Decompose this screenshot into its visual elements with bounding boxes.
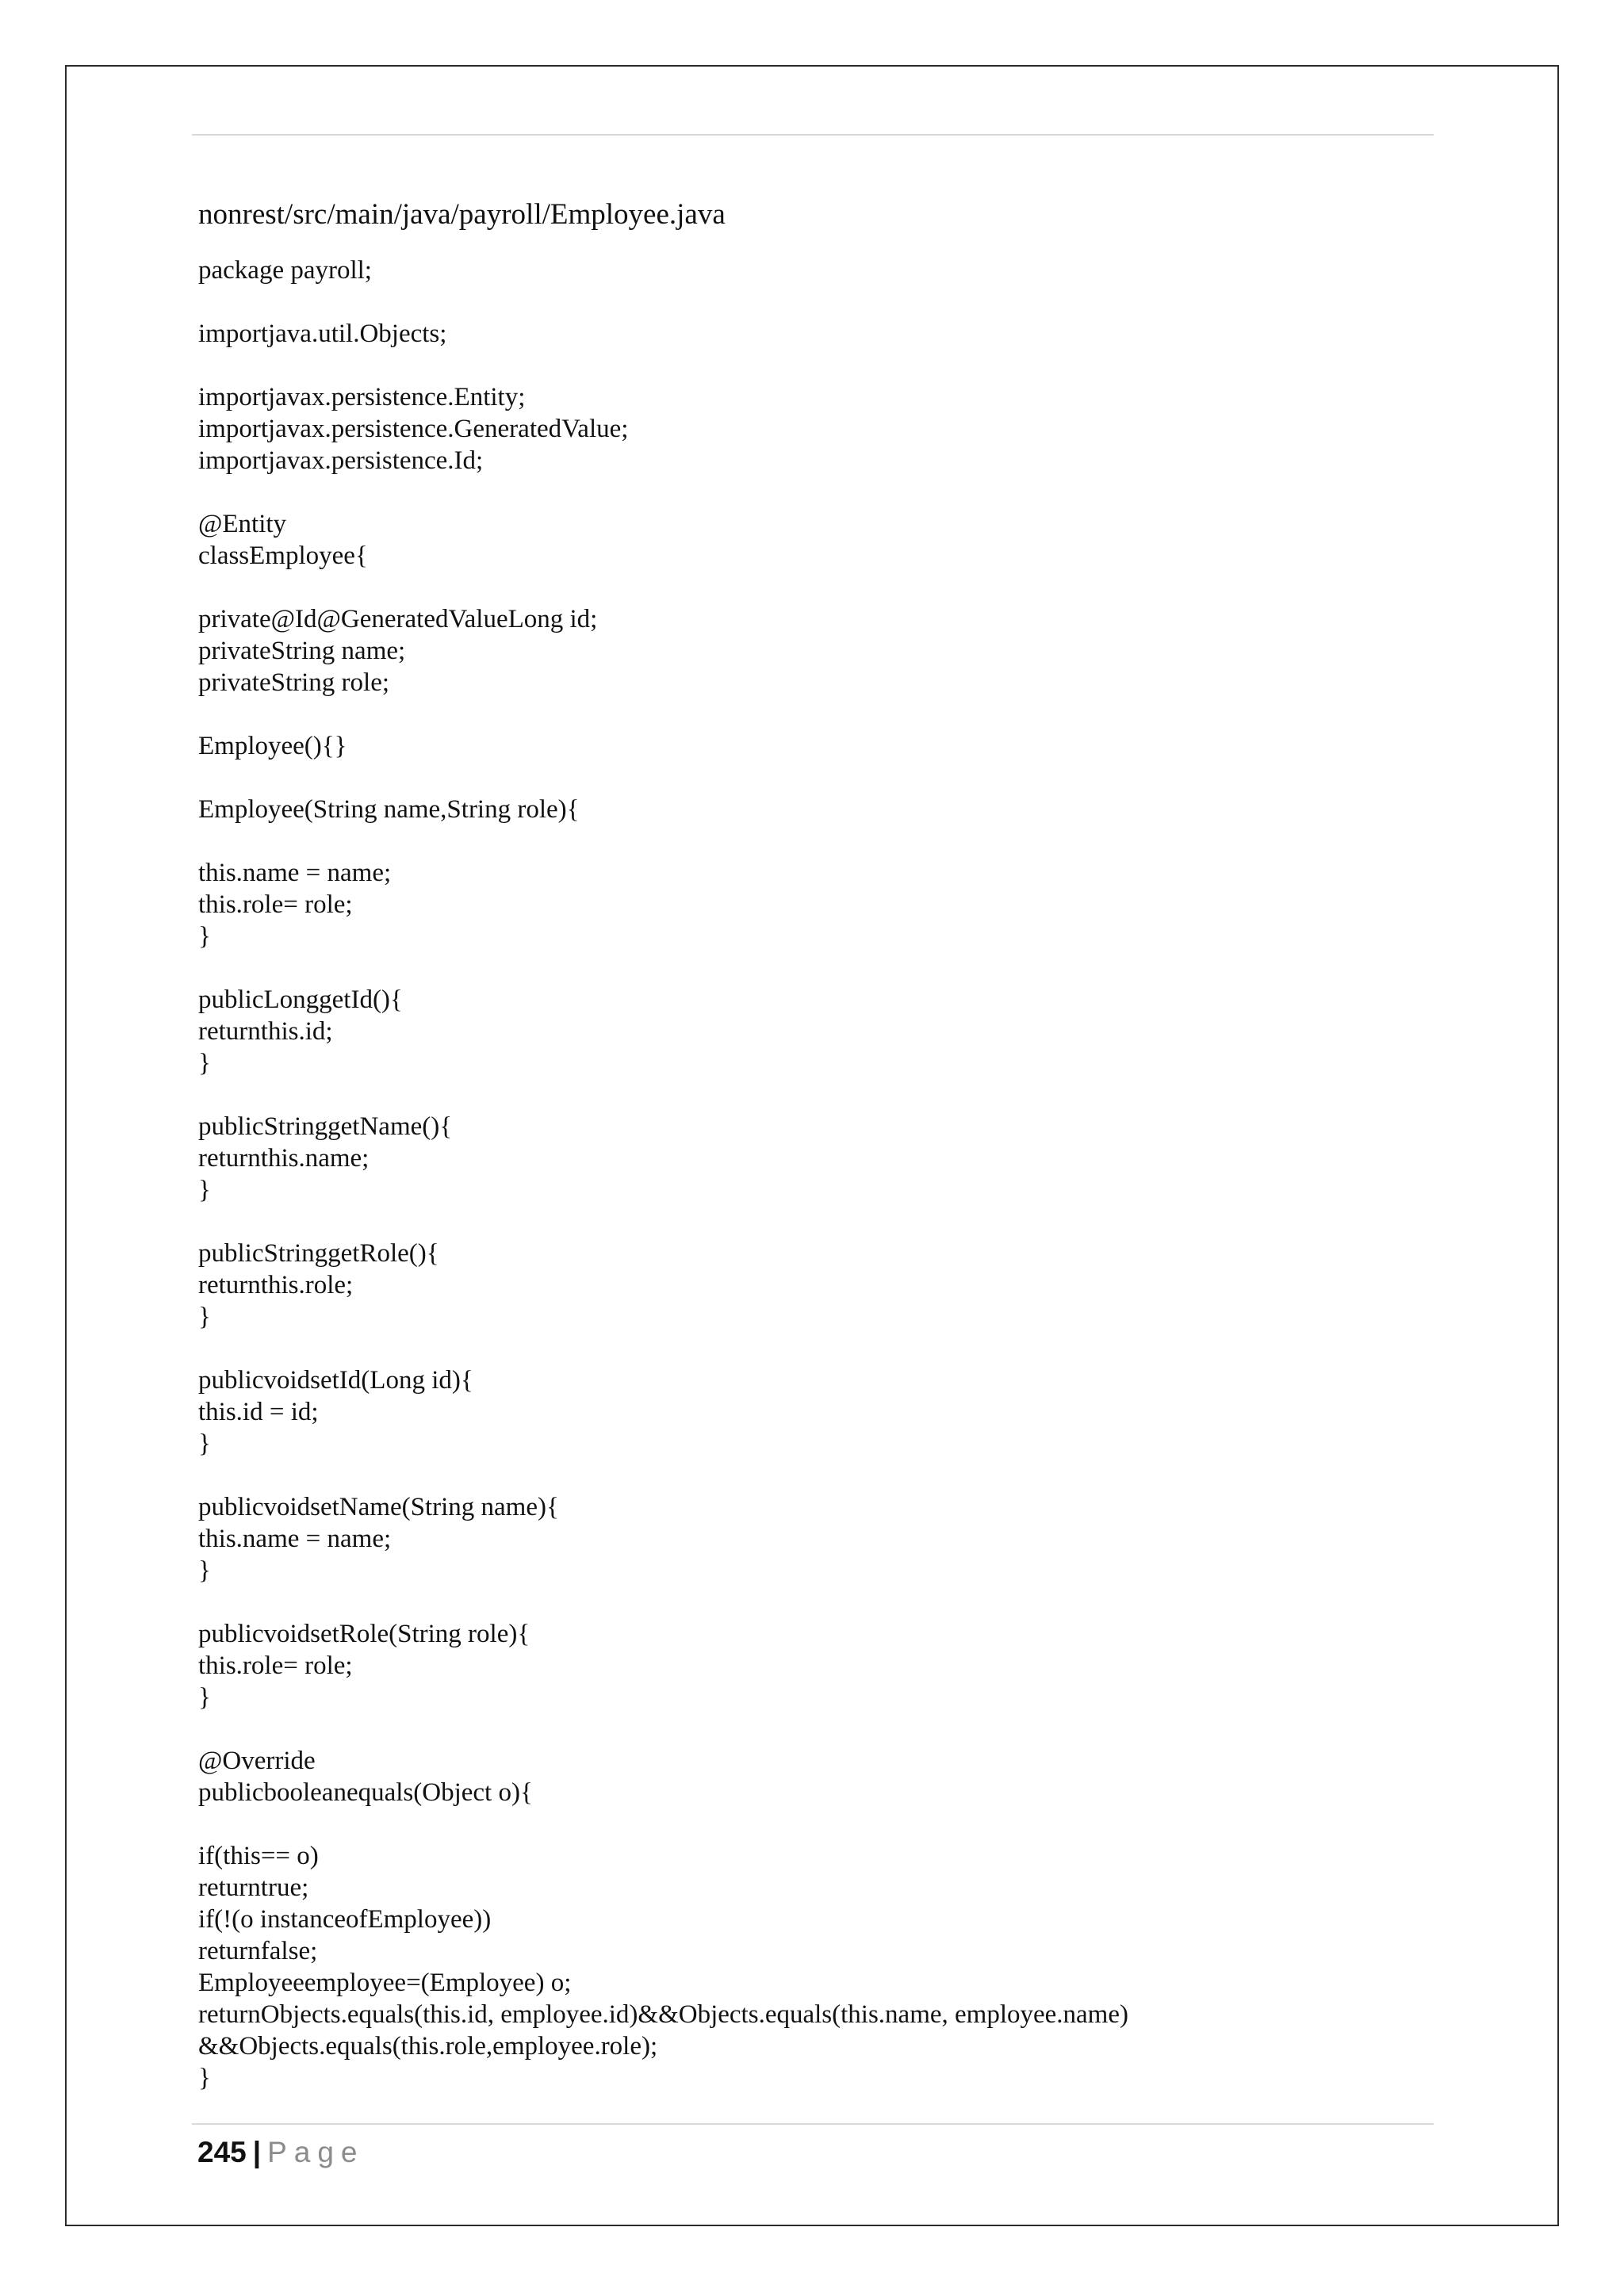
code-line: @Entity xyxy=(198,510,287,538)
code-line: returnfalse; xyxy=(198,1937,318,1965)
code-line: classEmployee{ xyxy=(198,541,368,570)
code-line xyxy=(198,762,1128,794)
code-line xyxy=(198,1808,1128,1840)
code-line: } xyxy=(198,1556,211,1585)
code-line xyxy=(198,1206,1128,1238)
code-line: } xyxy=(198,1683,211,1712)
code-line: package payroll; xyxy=(198,256,372,285)
code-line: publicbooleanequals(Object o){ xyxy=(198,1778,533,1807)
code-line: if(!(o instanceofEmployee)) xyxy=(198,1905,492,1934)
code-line xyxy=(198,1713,1128,1745)
code-line: returntrue; xyxy=(198,1873,309,1902)
page-number: 245 xyxy=(197,2136,247,2168)
code-line xyxy=(198,1586,1128,1618)
code-line: importjavax.persistence.Entity; xyxy=(198,383,526,411)
code-line xyxy=(198,1460,1128,1491)
code-line: } xyxy=(198,1429,211,1458)
file-path-heading: nonrest/src/main/java/payroll/Employee.java xyxy=(198,198,726,231)
code-line: publicvoidsetRole(String role){ xyxy=(198,1620,530,1648)
page-footer xyxy=(197,2131,365,2174)
code-line: } xyxy=(198,1176,211,1204)
code-line: if(this== o) xyxy=(198,1842,319,1870)
code-line: Employee(String name,String role){ xyxy=(198,795,580,824)
header-rule xyxy=(192,134,1434,136)
code-line xyxy=(198,698,1128,730)
code-line: private@Id@GeneratedValueLong id; xyxy=(198,605,598,633)
code-line: publicLonggetId(){ xyxy=(198,985,403,1014)
code-line: } xyxy=(198,2064,211,2092)
code-line xyxy=(198,1333,1128,1364)
code-line: returnthis.role; xyxy=(198,1271,354,1299)
code-line: } xyxy=(198,1303,211,1331)
footer-rule xyxy=(192,2123,1434,2125)
code-line: publicvoidsetId(Long id){ xyxy=(198,1366,473,1395)
code-line: publicvoidsetName(String name){ xyxy=(198,1493,559,1521)
code-line: this.name = name; xyxy=(198,1525,392,1553)
code-line: this.role= role; xyxy=(198,1651,353,1680)
code-line: Employeeemployee=(Employee) o; xyxy=(198,1969,572,1997)
code-line xyxy=(198,286,1128,318)
code-line: } xyxy=(198,922,211,951)
code-line: publicStringgetRole(){ xyxy=(198,1239,439,1268)
code-line: returnthis.name; xyxy=(198,1144,370,1173)
code-line: returnObjects.equals(this.id, employee.id)&&Objects.equals(this.name, employee.name) xyxy=(198,2000,1128,2029)
footer-separator: | xyxy=(252,2136,262,2168)
code-line: this.name = name; xyxy=(198,859,392,887)
code-line: this.role= role; xyxy=(198,890,353,919)
code-line: } xyxy=(198,1049,211,1077)
code-line: &&Objects.equals(this.role,employee.role); xyxy=(198,2032,658,2061)
code-line: importjava.util.Objects; xyxy=(198,320,447,348)
code-line: importjavax.persistence.GeneratedValue; xyxy=(198,415,629,443)
code-line xyxy=(198,1079,1128,1111)
code-line xyxy=(198,825,1128,857)
code-line: this.id = id; xyxy=(198,1398,319,1426)
code-line: @Override xyxy=(198,1747,316,1775)
code-line xyxy=(198,476,1128,508)
code-line xyxy=(198,350,1128,381)
code-line: privateString role; xyxy=(198,668,390,697)
code-line: Employee(){} xyxy=(198,732,347,760)
code-line: importjavax.persistence.Id; xyxy=(198,446,484,475)
code-line: privateString name; xyxy=(198,637,406,665)
code-line: returnthis.id; xyxy=(198,1017,333,1046)
code-line xyxy=(198,572,1128,603)
code-block xyxy=(198,254,1128,2094)
code-line: publicStringgetName(){ xyxy=(198,1112,453,1141)
code-line xyxy=(198,952,1128,984)
page-label: Page xyxy=(267,2136,365,2168)
